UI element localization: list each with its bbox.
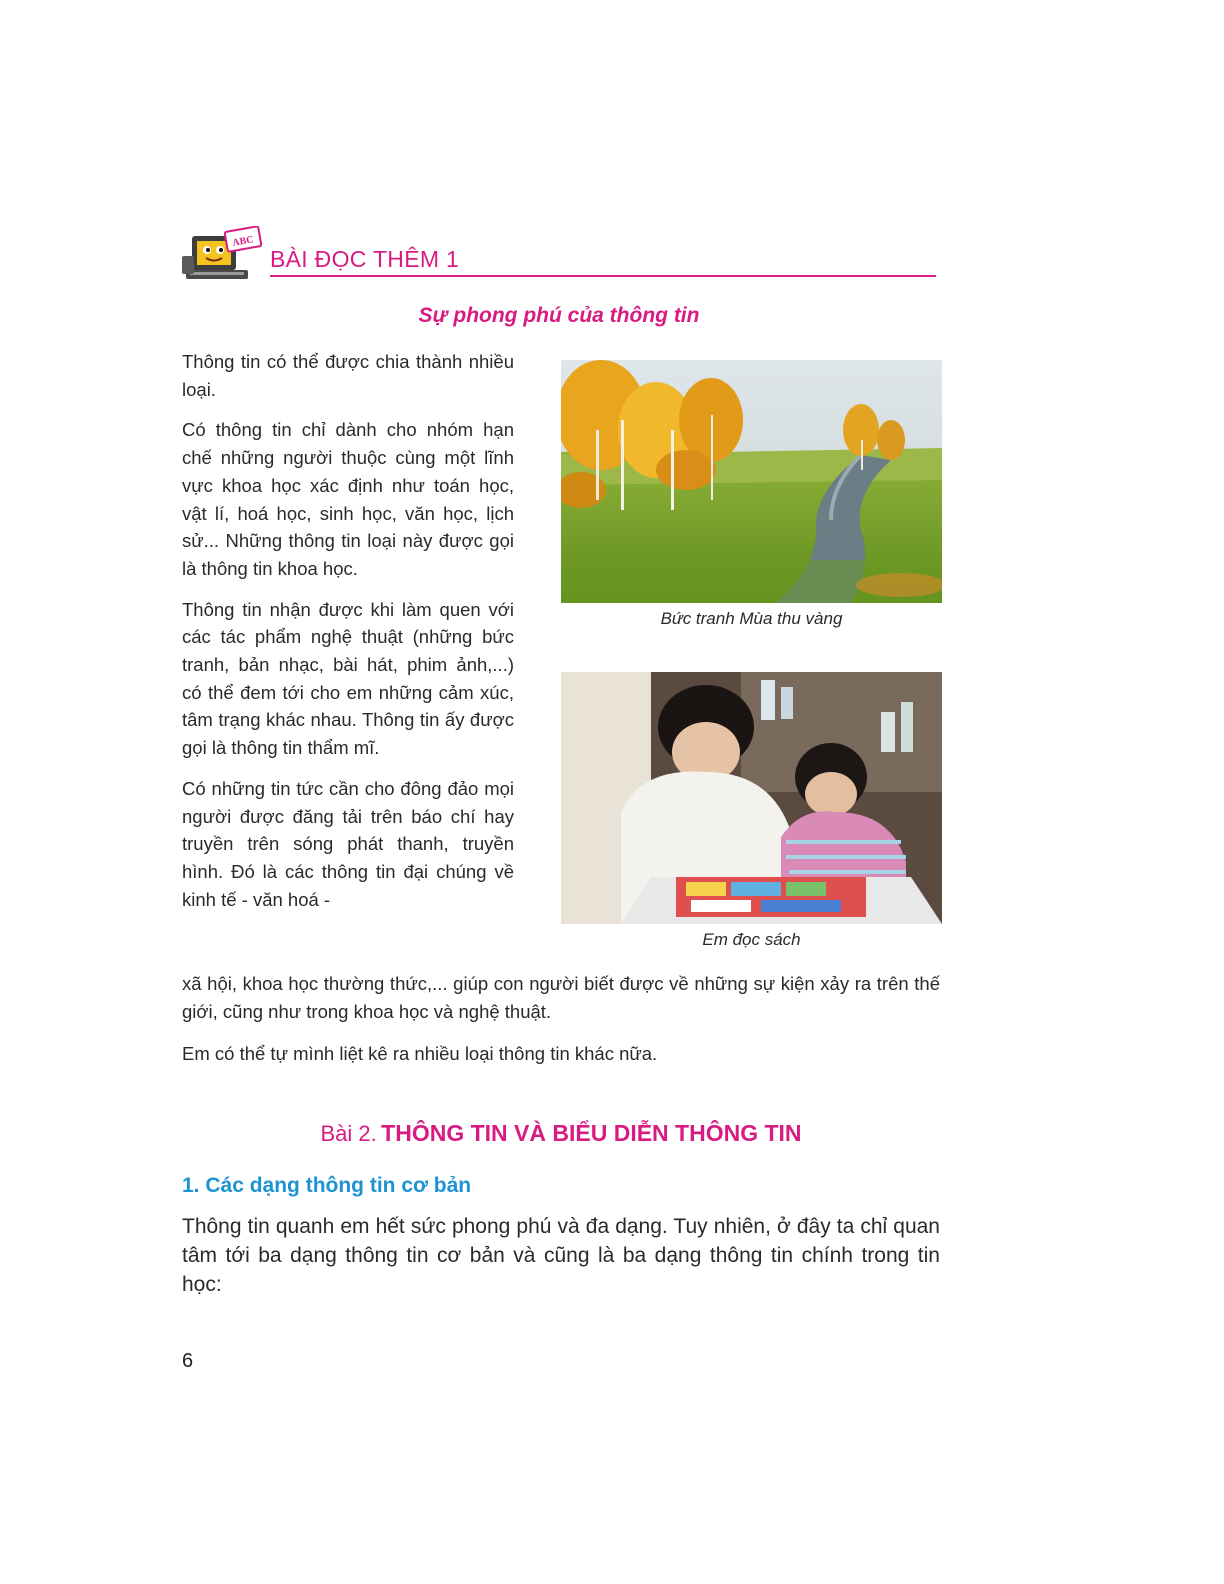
paragraph: Em có thể tự mình liệt kê ra nhiều loại thông tin khác nữa. xyxy=(182,1043,658,1064)
continuation-text xyxy=(182,970,940,1025)
reading-header xyxy=(182,226,936,282)
svg-text:ABC: ABC xyxy=(231,234,255,249)
paragraph: Có thông tin chỉ dành cho nhóm hạn chế những người thuộc cùng một lĩnh vực khoa học xác định như toán học, vật lí, hoá học, sinh học, văn học, lịch sử... Những thông tin loại này được gọi là thông tin khoa học. xyxy=(182,419,514,579)
computer-abc-mascot-icon xyxy=(182,226,264,282)
reading-subtitle: Sự phong phú của thông tin xyxy=(418,304,700,327)
paragraph: Có những tin tức cần cho đông đảo mọi người được đăng tải trên báo chí hay truyền trên sóng phát thanh, truyền hình. Đó là các thông tin đại chúng về kinh tế - văn hoá - xyxy=(182,777,514,910)
autumn-landscape-image xyxy=(561,360,942,603)
figure-reading-girls xyxy=(561,672,942,950)
left-column-text xyxy=(182,348,514,926)
section-heading: 1. Các dạng thông tin cơ bản xyxy=(182,1174,472,1197)
section-body xyxy=(182,1212,940,1299)
lesson-title xyxy=(182,1120,940,1147)
paragraph: xã hội, khoa học thường thức,... giúp con người biết được về những sự kiện xảy ra trên thế giới, cũng như trong khoa học và nghệ thuật. xyxy=(182,973,940,1022)
girls-reading-photo xyxy=(561,672,942,924)
paragraph: Thông tin quanh em hết sức phong phú và đa dạng. Tuy nhiên, ở đây ta chỉ quan tâm tới ba dạng thông tin cơ bản và cũng là ba dạng thông tin chính trong tin học: xyxy=(182,1215,940,1296)
reading-title: BÀI ĐỌC THÊM 1 xyxy=(270,246,460,272)
lesson-number: Bài 2. xyxy=(320,1121,377,1146)
lesson-name: THÔNG TIN VÀ BIỂU DIỄN THÔNG TIN xyxy=(381,1120,802,1146)
closing-text xyxy=(182,1040,940,1068)
paragraph: Thông tin nhận được khi làm quen với các tác phẩm nghệ thuật (những bức tranh, bản nhạc, bài hát, phim ảnh,...) có thể đem tới cho em những cảm xúc, tâm trạng khác nhau. Thông tin ấy được gọi là thông tin thẩm mĩ. xyxy=(182,598,514,759)
figure-autumn-painting xyxy=(561,360,942,629)
page-number: 6 xyxy=(182,1350,194,1372)
figure-caption: Bức tranh Mùa thu vàng xyxy=(660,609,843,628)
header-divider xyxy=(270,275,936,277)
figure-caption: Em đọc sách xyxy=(702,930,801,949)
paragraph: Thông tin có thể được chia thành nhiều loại. xyxy=(182,351,514,400)
